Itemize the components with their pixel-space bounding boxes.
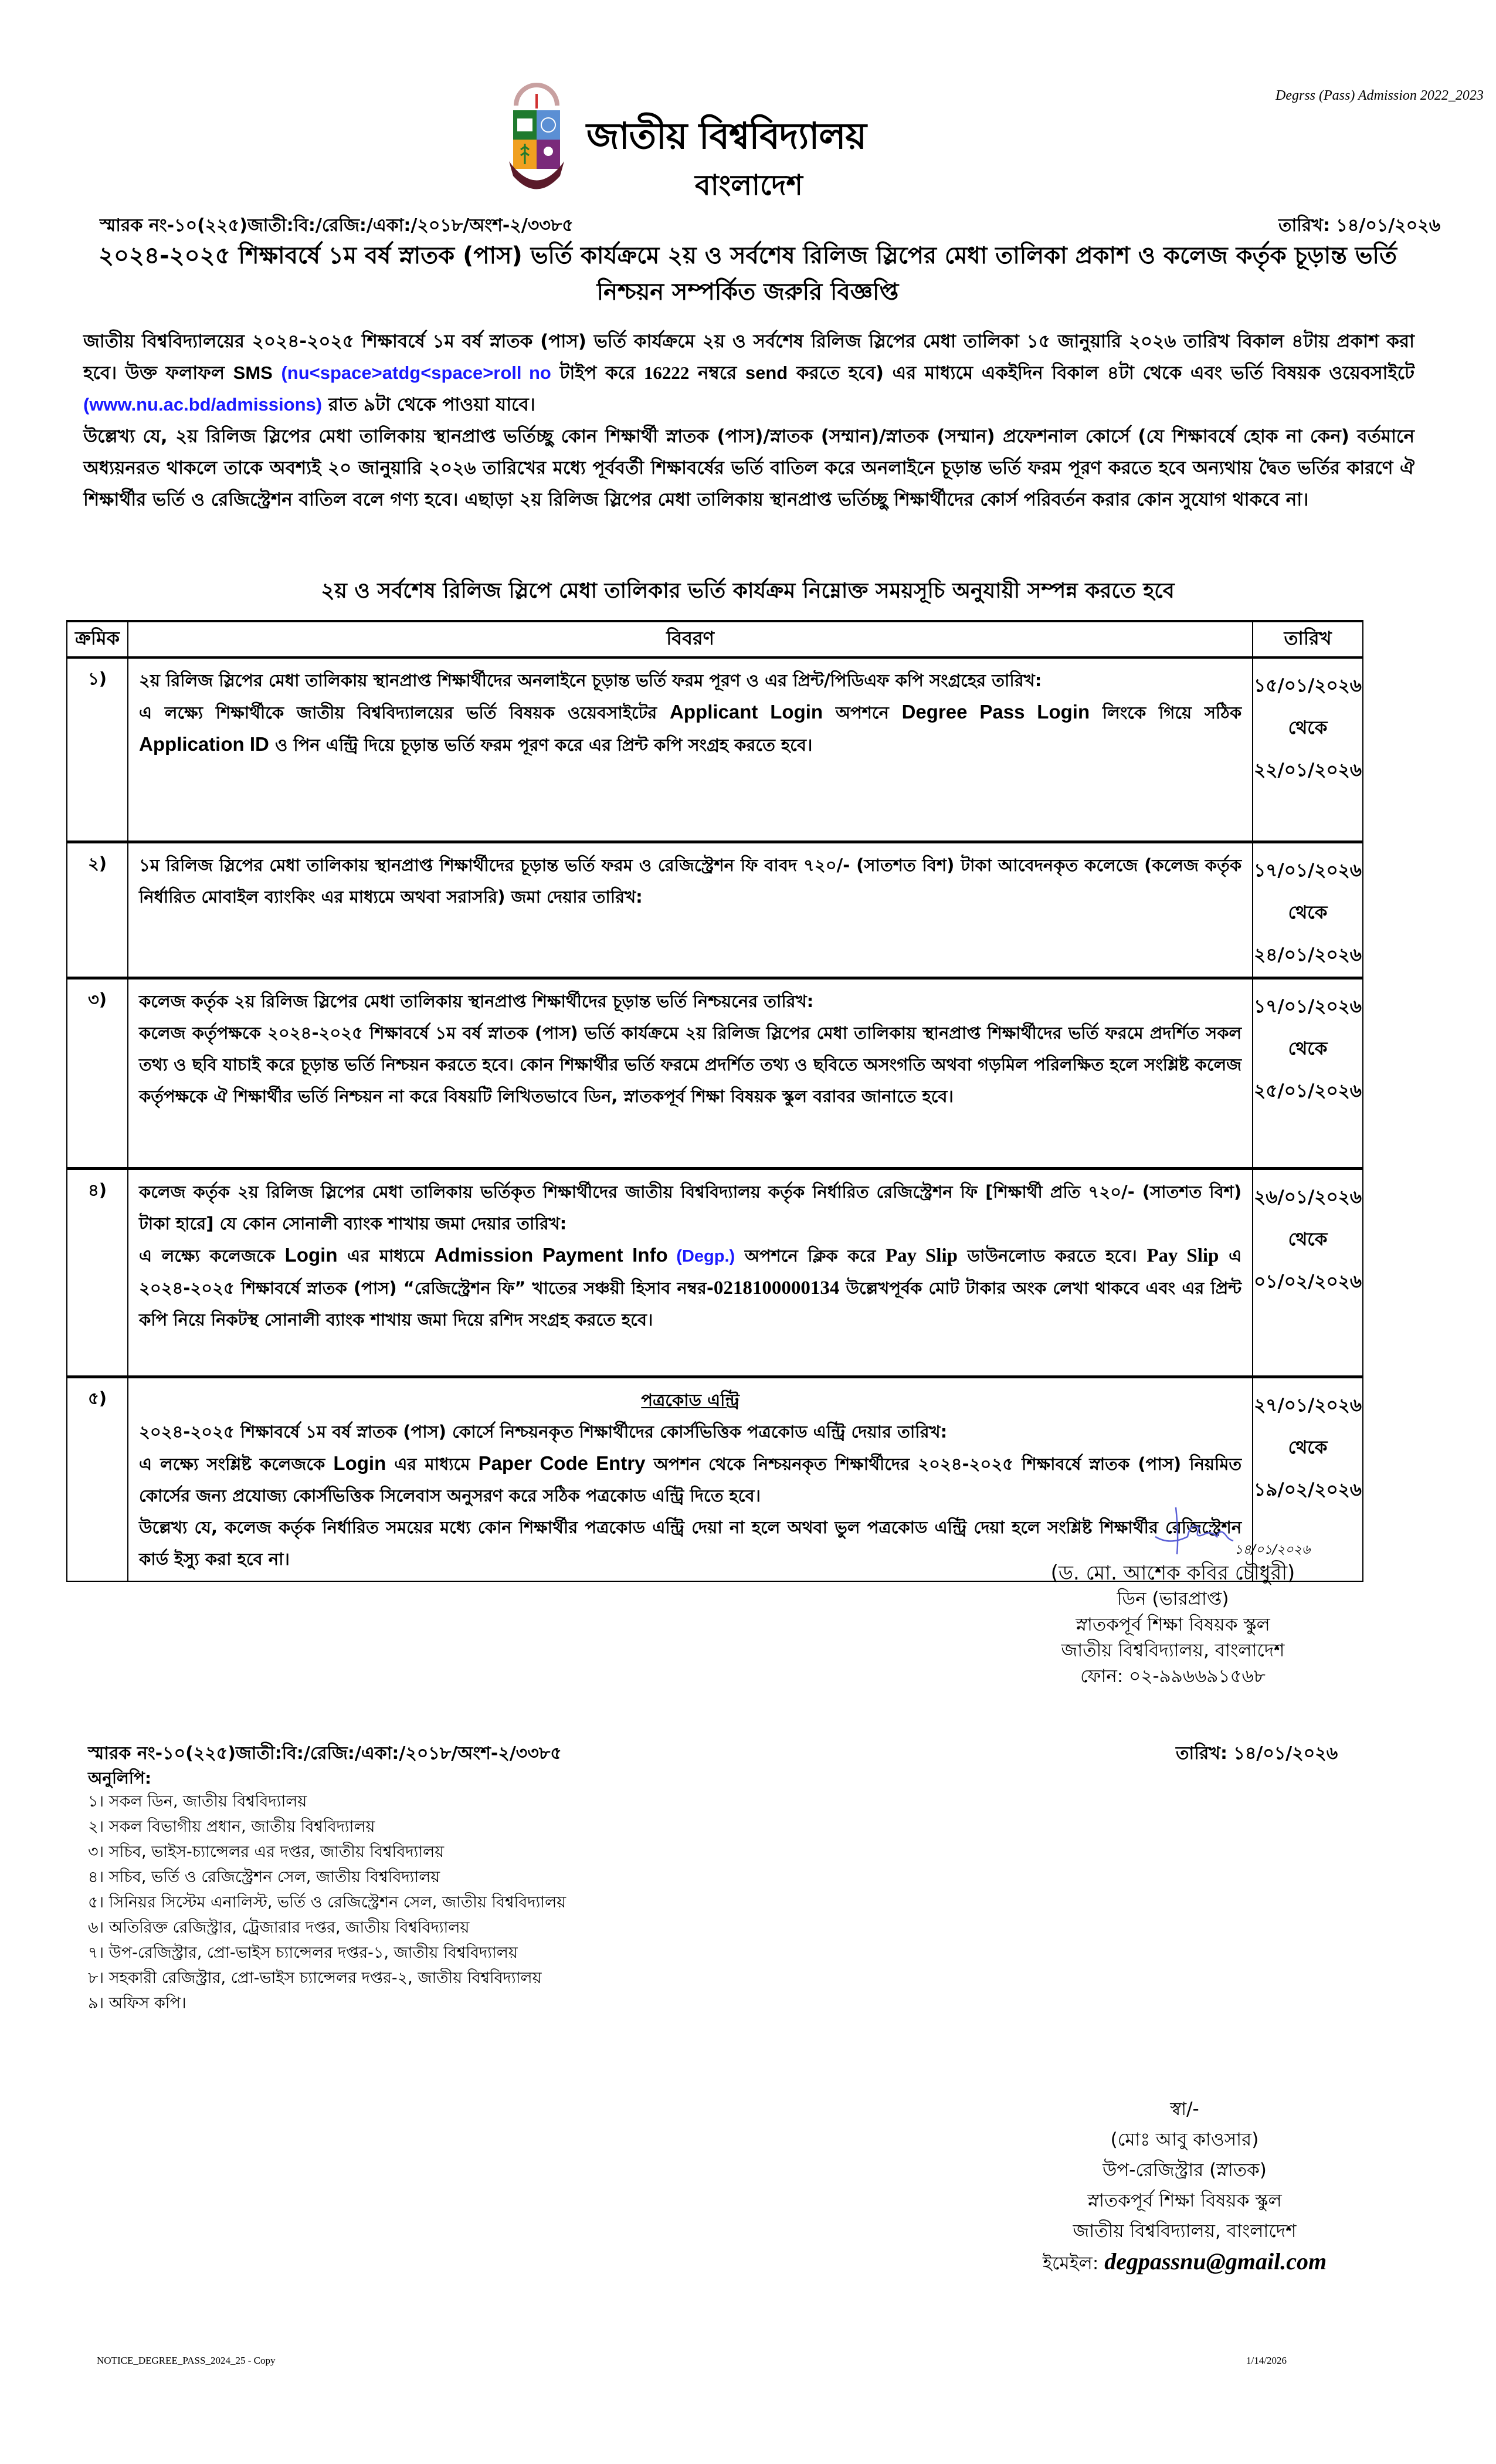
- intro-text-segment: রাত ৯টা থেকে পাওয়া যাবে।: [322, 394, 535, 415]
- row-description: [128, 978, 1253, 1169]
- row-dates: [1253, 1169, 1363, 1377]
- copy-to-label: অনুলিপি:: [88, 1768, 152, 1788]
- copy-to-list: [88, 1789, 566, 2016]
- text-segment: অপশনে ক্লিক করে: [735, 1246, 886, 1266]
- signatory-dean: [997, 1560, 1349, 1689]
- date-to: ২৫/০১/২০২৬: [1254, 1080, 1362, 1101]
- text-segment: ডাউনলোড করতে হবে।: [957, 1246, 1147, 1266]
- date-from: ২৭/০১/২০২৬: [1254, 1395, 1362, 1416]
- degree-pass-login-label: Degree Pass Login: [901, 701, 1090, 723]
- paper-code-entry-label: Paper Code Entry: [478, 1452, 646, 1474]
- applicant-login-label: Applicant Login: [670, 701, 823, 723]
- admission-payment-info-label: Admission Payment Info: [434, 1244, 668, 1266]
- date-to: ১৯/০২/২০২৬: [1254, 1479, 1362, 1500]
- date-to: ২২/০১/২০২৬: [1254, 760, 1362, 781]
- row-description-line: [139, 1448, 1241, 1511]
- footer-print-date: 1/14/2026: [1246, 2355, 1287, 2366]
- date-to: ০১/০২/২০২৬: [1254, 1271, 1362, 1292]
- email-label: ইমেইল:: [1042, 2253, 1105, 2274]
- date-from: ১৫/০১/২০২৬: [1254, 675, 1362, 696]
- account-number: 0218100000134: [713, 1277, 840, 1299]
- list-item: ২। সকল বিভাগীয় প্রধান, জাতীয় বিশ্ববিদ্যালয়: [88, 1818, 375, 1836]
- table-row: [67, 657, 1363, 842]
- row-description-line: [139, 1239, 1241, 1336]
- handwritten-signature-icon: [1152, 1504, 1234, 1557]
- list-item: ১। সকল ডিন, জাতীয় বিশ্ববিদ্যালয়: [88, 1792, 307, 1811]
- sms-number: 16222: [643, 362, 690, 383]
- row-description-line: কলেজ কর্তৃপক্ষকে ২০২৪-২০২৫ শিক্ষাবর্ষে ১ম বর্ষ স্নাতক (পাস) ভর্তি কার্যক্রমে ২য় রিলিজ স্লিপের মেধা তালিকায় স্থানপ্রাপ্ত শিক্ষার্থীদের ভর্তি ফরমে প্রদর্শিত সকল তথ্য ও ছবি যাচাই করে চূড়ান্ত ভর্তি নিশ্চয়ন করতে হবে। কোন শিক্ষার্থীর ভর্তি ফরমে প্রদর্শিত তথ্য ও ছবিতে অসংগতি অথবা গড়মিল পরিলক্ষিত হলে সংশ্লিষ্ট কলেজ কর্তৃপক্ষকে ঐ শিক্ষার্থীর ভর্তি নিশ্চয়ন না করে বিষয়টি লিখিতভাবে ডিন, স্নাতকপূর্ব শিক্ষা বিষয়ক স্কুল বরাবর জানাতে হবে।: [139, 1023, 1242, 1106]
- row-serial: ৩): [67, 978, 128, 1169]
- intro-text-segment: জাতীয় বিশ্ববিদ্যালয়ের ২০২৪-২০২৫ শিক্ষাবর্ষে ১ম বর্ষ স্নাতক (পাস) ভর্তি কার্যক্রমে ২য় ও সর্বশেষ রিলিজ স্লিপের মেধা তালিকা ১৫ জানুয়ারি ২০২৬ তারিখ বিকাল ৪টায় প্রকাশ করা হবে। উক্ত ফলাফল: [83, 331, 1414, 384]
- table-row: [67, 1169, 1363, 1377]
- signatory-org: জাতীয় বিশ্ববিদ্যালয়, বাংলাদেশ: [1061, 1640, 1285, 1661]
- row-description-line: কলেজ কর্তৃক ২য় রিলিজ স্লিপের মেধা তালিকায় ভর্তিকৃত শিক্ষার্থীদের জাতীয় বিশ্ববিদ্যালয় কর্তৃক নির্ধারিত রেজিস্ট্রেশন ফি [শিক্ষার্থী প্রতি ৭২০/- (সাতশত বিশ) টাকা হারে] যে কোন সোনালী ব্যাংক শাখায় জমা দেয়ার তারিখ:: [139, 1182, 1242, 1233]
- signatory-email: [997, 2246, 1372, 2279]
- signatory-school: স্নাতকপূর্ব শিক্ষা বিষয়ক স্কুল: [1087, 2190, 1282, 2211]
- header-description: বিবরণ: [128, 621, 1253, 657]
- intro-text-segment: টাইপ করে: [551, 362, 644, 384]
- text-segment: এ ২০২৪-২০২৫ শিক্ষাবর্ষে স্নাতক (পাস) “রেজিস্ট্রেশন ফি” খাতের সঞ্চয়ী হিসাব নম্বর-: [139, 1246, 1242, 1298]
- intro-text: [83, 326, 1414, 516]
- row-dates: [1253, 978, 1363, 1169]
- row-serial: ৫): [67, 1377, 128, 1582]
- list-item: ৩। সচিব, ভাইস-চ্যান্সেলর এর দপ্তর, জাতীয় বিশ্ববিদ্যালয়: [88, 1843, 445, 1861]
- memo-number: স্মারক নং-১০(২২৫)জাতী:বি:/রেজি:/একা:/২০১৮/অংশ-২/৩৩৮৫: [100, 215, 574, 236]
- table-row: [67, 842, 1363, 978]
- header-date: তারিখ: [1253, 621, 1363, 657]
- header-tag: Degrss (Pass) Admission 2022_2023: [1275, 88, 1484, 103]
- table-row: [67, 978, 1363, 1169]
- signatory-deputy-registrar: [997, 2094, 1372, 2279]
- list-item: ৬। অতিরিক্ত রেজিস্ট্রার, ট্রেজারার দপ্তর, জাতীয় বিশ্ববিদ্যালয়: [88, 1919, 470, 1937]
- text-segment: ও পিন এন্ট্রি দিয়ে চূড়ান্ত ভর্তি ফরম পূরণ করে এর প্রিন্ট কপি সংগ্রহ করতে হবে।: [269, 735, 813, 755]
- row-dates: [1253, 842, 1363, 978]
- sms-format: (nu<space>atdg<space>roll no: [281, 362, 551, 383]
- row-description-line: কলেজ কর্তৃক ২য় রিলিজ স্লিপের মেধা তালিকায় স্থানপ্রাপ্ত শিক্ষার্থীদের চূড়ান্ত ভর্তি নিশ্চয়নের তারিখ:: [139, 991, 814, 1011]
- signatory-title: উপ-রেজিস্ট্রার (স্নাতক): [1103, 2160, 1267, 2181]
- schedule-table: [66, 620, 1363, 1582]
- date-to-word: থেকে: [1288, 717, 1328, 738]
- paper-code-entry-title: পত্রকোড এন্ট্রি: [641, 1390, 739, 1410]
- list-item: ৫। সিনিয়র সিস্টেম এনালিস্ট, ভর্তি ও রেজিস্ট্রেশন সেল, জাতীয় বিশ্ববিদ্যালয়: [88, 1893, 566, 1911]
- row-description-line: [139, 696, 1241, 761]
- intro-text-segment: করতে হবে) এর মাধ্যমে একইদিন বিকাল ৪টা থেকে এবং ভর্তি বিষয়ক ওয়েবসাইটে: [788, 362, 1415, 384]
- login-label: Login: [333, 1452, 386, 1474]
- row-description-line: উল্লেখ্য যে, কলেজ কর্তৃক নির্ধারিত সময়ের মধ্যে কোন শিক্ষার্থীর পত্রকোড এন্ট্রি দেয়া না হলে অথবা ভুল পত্রকোড এন্ট্রি দেয়া হলে সংশ্লিষ্ট শিক্ষার্থীর রেজিস্ট্রেশন কার্ড ইস্যু করা হবে না।: [139, 1517, 1242, 1569]
- signatory-name: (ড. মো. আশেক কবির চৌধুরী): [1050, 1561, 1295, 1585]
- row-description-line: ২০২৪-২০২৫ শিক্ষাবর্ষে ১ম বর্ষ স্নাতক (পাস) কোর্সে নিশ্চয়নকৃত শিক্ষার্থীদের কোর্সভিত্তিক পত্রকোড এন্ট্রি দেয়ার তারিখ:: [139, 1422, 948, 1442]
- date-to-word: থেকে: [1288, 902, 1328, 923]
- list-item: ৯। অফিস কপি।: [88, 1994, 186, 2012]
- degp-label: (Degp.): [667, 1247, 735, 1266]
- sms-label: SMS: [233, 362, 273, 383]
- row-description: [128, 1169, 1253, 1377]
- date-to-word: থেকে: [1288, 1229, 1328, 1250]
- date-to: ২৪/০১/২০২৬: [1254, 944, 1362, 965]
- footer-file-name: NOTICE_DEGREE_PASS_2024_25 - Copy: [97, 2355, 276, 2366]
- signatory-name: (মোঃ আবু কাওসার): [1110, 2129, 1259, 2150]
- text-segment: অপশন থেকে নিশ্চয়নকৃত শিক্ষার্থীদের ২০২৪-২০২৫ শিক্ষাবর্ষে স্নাতক (পাস) নিয়মিত কোর্সের জন্য প্রযোজ্য কোর্সভিত্তিক সিলেবাস অনুসরণ করে সঠিক পত্রকোড এন্ট্রি দিতে হবে।: [139, 1454, 1242, 1506]
- text-segment: উল্লেখপূর্বক মোট টাকার অংক লেখা থাকবে এবং এর প্রিন্ট কপি নিয়ে নিকটস্থ সোনালী ব্যাংক শাখায় জমা দিয়ে রশিদ সংগ্রহ করতে হবে।: [139, 1278, 1242, 1330]
- row-description: [128, 1377, 1253, 1582]
- text-segment: এর মাধ্যমে: [386, 1454, 479, 1474]
- signatory-title: ডিন (ভারপ্রাপ্ত): [1117, 1588, 1229, 1609]
- intro-paragraph-2: উল্লেখ্য যে, ২য় রিলিজ স্লিপের মেধা তালিকায় স্থানপ্রাপ্ত ভর্তিচ্ছু কোন শিক্ষার্থী স্নাতক (পাস)/স্নাতক (সম্মান)/স্নাতক (সম্মান) প্রফেশনাল কোর্সে (যে শিক্ষাবর্ষে হোক না কেন) বর্তমানে অধ্যয়নরত থাকলে তাকে অবশ্যই ২০ জানুয়ারি ২০২৬ তারিখের মধ্যে পূর্ববর্তী শিক্ষাবর্ষের ভর্তি বাতিল করে অনলাইনে চূড়ান্ত ভর্তি ফরম পূরণ করতে হবে অন্যথায় দ্বৈত ভর্তির কারণে ঐ শিক্ষার্থীর ভর্তি ও রেজিস্ট্রেশন বাতিল বলে গণ্য হবে। এছাড়া ২য় রিলিজ স্লিপের মেধা তালিকায় স্থানপ্রাপ্ত ভর্তিচ্ছু শিক্ষার্থীদের কোর্স পরিবর্তন করার কোন সুযোগ থাকবে না।: [83, 426, 1414, 510]
- list-item: ৮। সহকারী রেজিস্ট্রার, প্রো-ভাইস চ্যান্সেলর দপ্তর-২, জাতীয় বিশ্ববিদ্যালয়: [88, 1969, 542, 1987]
- text-segment: অপশনে: [823, 703, 902, 723]
- pay-slip-label: Pay Slip: [1146, 1245, 1219, 1266]
- signed-mark: স্বা/-: [1170, 2099, 1199, 2120]
- date-from: ১৭/০১/২০২৬: [1254, 860, 1362, 881]
- email-link[interactable]: degpassnu@gmail.com: [1104, 2248, 1327, 2275]
- row-description-line: ২য় রিলিজ স্লিপের মেধা তালিকায় স্থানপ্রাপ্ত শিক্ষার্থীদের অনলাইনে চূড়ান্ত ভর্তি ফরম পূরণ ও এর প্রিন্ট/পিডিএফ কপি সংগ্রহের তারিখ:: [139, 670, 1042, 690]
- header-serial: ক্রমিক: [67, 621, 128, 657]
- table-header-row: [67, 621, 1363, 657]
- list-item: ৭। উপ-রেজিস্ট্রার, প্রো-ভাইস চ্যান্সেলর দপ্তর-১, জাতীয় বিশ্ববিদ্যালয়: [88, 1944, 518, 1962]
- row-serial: ১): [67, 657, 128, 842]
- text-segment: এর মাধ্যমে: [337, 1246, 435, 1266]
- date-from: ২৬/০১/২০২৬: [1254, 1187, 1362, 1208]
- org-country: বাংলাদেশ: [695, 169, 803, 202]
- schedule-title: ২য় ও সর্বশেষ রিলিজ স্লিপে মেধা তালিকার ভর্তি কার্যক্রম নিম্নোক্ত সময়সূচি অনুযায়ী সম্পন্ন করতে হবে: [321, 579, 1175, 603]
- notice-headline: ২০২৪-২০২৫ শিক্ষাবর্ষে ১ম বর্ষ স্নাতক (পাস) ভর্তি কার্যক্রমে ২য় ও সর্বশেষ রিলিজ স্লিপের মেধা তালিকা প্রকাশ ও কলেজ কর্তৃক চূড়ান্ত ভর্তি নিশ্চয়ন সম্পর্কিত জরুরি বিজ্ঞপ্তি: [98, 242, 1397, 306]
- text-segment: এ লক্ষ্যে সংশ্লিষ্ট কলেজকে: [139, 1454, 334, 1474]
- copy-memo-date: তারিখ: ১৪/০১/২০২৬: [1176, 1743, 1338, 1764]
- list-item: ৪। সচিব, ভর্তি ও রেজিস্ট্রেশন সেল, জাতীয় বিশ্ববিদ্যালয়: [88, 1868, 440, 1886]
- date-from: ১৭/০১/২০২৬: [1254, 996, 1362, 1017]
- org-name: জাতীয় বিশ্ববিদ্যালয়: [586, 114, 866, 157]
- intro-paragraph-1: [83, 326, 1414, 421]
- row-description-line: ১ম রিলিজ স্লিপের মেধা তালিকায় স্থানপ্রাপ্ত শিক্ষার্থীদের চূড়ান্ত ভর্তি ফরম ও রেজিস্ট্রেশন ফি বাবদ ৭২০/- (সাতশত বিশ) টাকা আবেদনকৃত কলেজে (কলেজ কর্তৃক নির্ধারিত মোবাইল ব্যাংকিং এর মাধ্যমে অথবা সরাসরি) জমা দেয়ার তারিখ:: [139, 855, 1242, 907]
- memo-date: তারিখ: ১৪/০১/২০২৬: [1278, 215, 1441, 236]
- admission-website-link[interactable]: (www.nu.ac.bd/admissions): [83, 394, 323, 415]
- intro-text-segment: নম্বরে: [689, 362, 745, 384]
- signature-date: ১৪/০১/২০২৬: [1234, 1543, 1311, 1557]
- row-serial: ৪): [67, 1169, 128, 1377]
- row-description: [128, 657, 1253, 842]
- date-to-word: থেকে: [1288, 1437, 1328, 1458]
- text-segment: লিংকে গিয়ে সঠিক: [1090, 703, 1242, 723]
- text-segment: এ লক্ষ্যে কলেজকে: [139, 1246, 285, 1266]
- signatory-phone: ফোন: ০২-৯৯৬৬৯১৫৬৮: [1080, 1666, 1266, 1687]
- send-keyword: send: [745, 362, 788, 383]
- row-serial: ২): [67, 842, 128, 978]
- date-to-word: থেকে: [1288, 1038, 1328, 1059]
- application-id-label: Application ID: [139, 733, 269, 755]
- signatory-org: জাতীয় বিশ্ববিদ্যালয়, বাংলাদেশ: [1073, 2221, 1297, 2242]
- row-dates: [1253, 657, 1363, 842]
- text-segment: এ লক্ষ্যে শিক্ষার্থীকে জাতীয় বিশ্ববিদ্যালয়ের ভর্তি বিষয়ক ওয়েবসাইটের: [139, 703, 670, 723]
- row-description: [128, 842, 1253, 978]
- national-university-crest-icon: [504, 82, 569, 194]
- pay-slip-label: Pay Slip: [885, 1245, 958, 1266]
- signatory-school: স্নাতকপূর্ব শিক্ষা বিষয়ক স্কুল: [1076, 1614, 1270, 1635]
- copy-memo-number: স্মারক নং-১০(২২৫)জাতী:বি:/রেজি:/একা:/২০১৮/অংশ-২/৩৩৮৫: [88, 1743, 562, 1764]
- login-label: Login: [284, 1244, 338, 1266]
